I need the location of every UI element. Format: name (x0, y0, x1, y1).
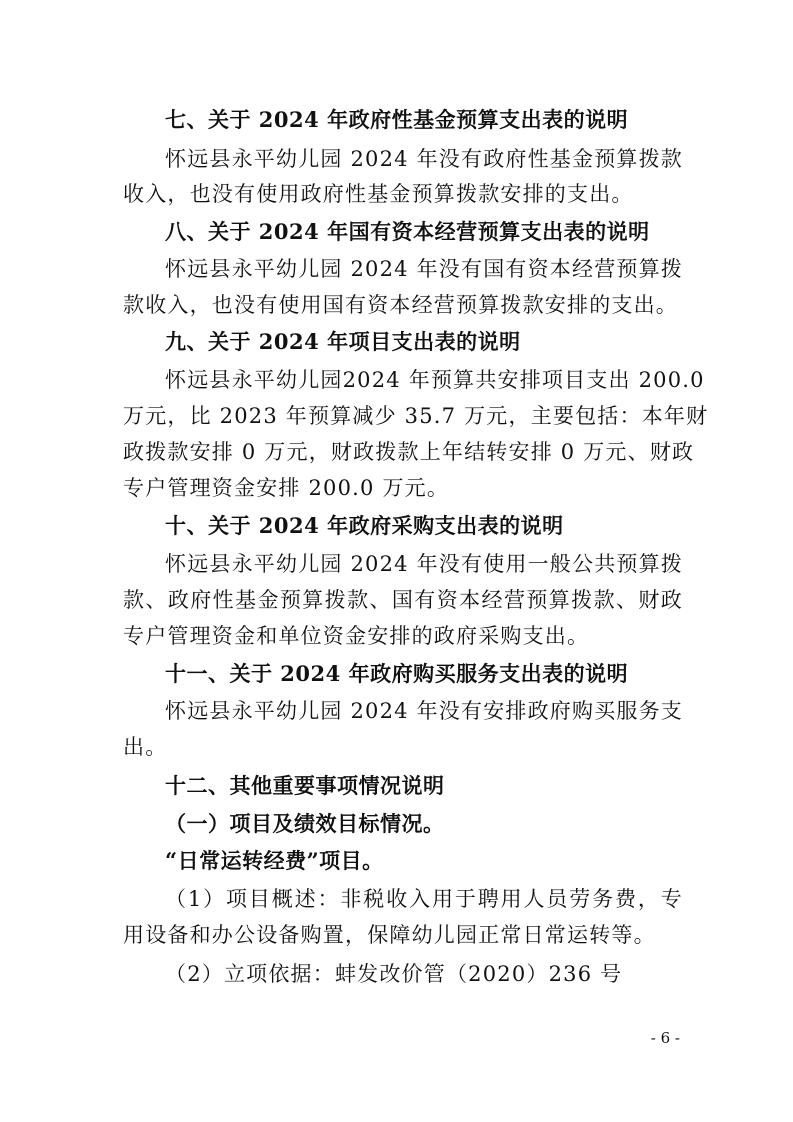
paragraph-line: 怀远县永平幼儿园 2024 年没有国有资本经营预算拨 (165, 257, 683, 281)
paragraph-line: 款、政府性基金预算拨款、国有资本经营预算拨款、财政 (123, 588, 683, 612)
subsection-heading: （一）项目及绩效目标情况。 (165, 811, 445, 836)
paragraph-line: 政拨款安排 0 万元，财政拨款上年结转安排 0 万元、财政 (123, 440, 695, 464)
paragraph-line: 款收入，也没有使用国有资本经营预算拨款安排的支出。 (123, 293, 678, 317)
section-heading-12: 十二、其他重要事项情况说明 (165, 773, 445, 798)
section-heading-11: 十一、关于 2024 年政府购买服务支出表的说明 (165, 661, 629, 686)
paragraph-line: （2）立项依据：蚌发改价管（2020）236 号 (165, 962, 623, 986)
paragraph-line: 怀远县永平幼儿园 2024 年没有安排政府购买服务支 (165, 699, 683, 723)
paragraph-line: 用设备和办公设备购置，保障幼儿园正常日常运转等。 (123, 923, 656, 947)
paragraph-line: （1）项目概述：非税收入用于聘用人员劳务费，专 (165, 887, 683, 911)
section-heading-9: 九、关于 2024 年项目支出表的说明 (165, 329, 521, 354)
page-number: - 6 - (650, 1029, 680, 1047)
paragraph-line: 出。 (123, 735, 168, 759)
paragraph-line: 怀远县永平幼儿园 2024 年没有使用一般公共预算拨 (165, 552, 683, 576)
paragraph-line: 怀远县永平幼儿园2024 年预算共安排项目支出 200.0 (165, 368, 705, 392)
paragraph-line: 收入，也没有使用政府性基金预算拨款安排的支出。 (123, 182, 634, 206)
section-heading-10: 十、关于 2024 年政府采购支出表的说明 (165, 513, 564, 538)
section-heading-8: 八、关于 2024 年国有资本经营预算支出表的说明 (165, 219, 650, 244)
project-heading: “日常运转经费”项目。 (165, 848, 384, 873)
paragraph-line: 专户管理资金安排 200.0 万元。 (123, 476, 450, 500)
paragraph-line: 怀远县永平幼儿园 2024 年没有政府性基金预算拨款 (165, 147, 683, 171)
paragraph-line: 万元，比 2023 年预算减少 35.7 万元，主要包括：本年财 (123, 404, 709, 428)
paragraph-line: 专户管理资金和单位资金安排的政府采购支出。 (123, 624, 590, 648)
section-heading-7: 七、关于 2024 年政府性基金预算支出表的说明 (165, 107, 629, 132)
